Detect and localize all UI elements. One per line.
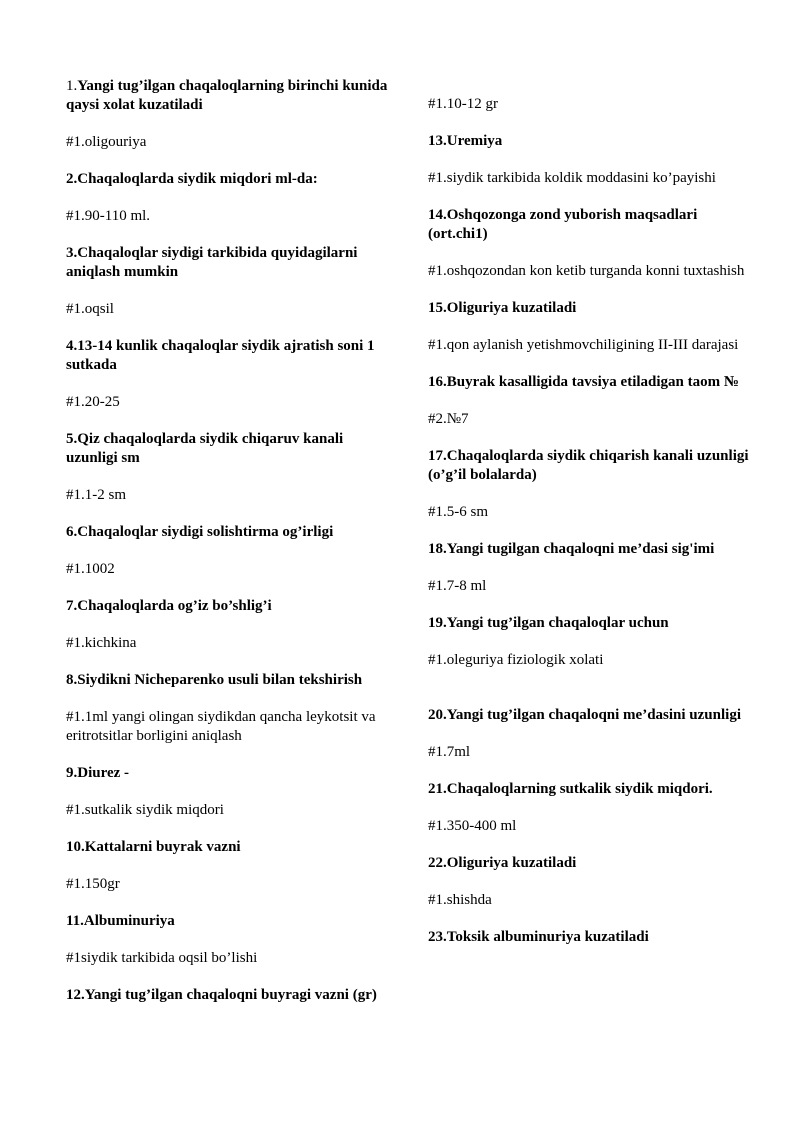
answer-8: #1.1ml yangi olingan siydikdan qancha leykotsit va eritrotsitlar borligini aniqlash bbox=[66, 709, 376, 744]
question-14: 14.Oshqozonga zond yuborish maqsadlari (ort.chi1) bbox=[428, 207, 698, 242]
question-6: 6.Chaqaloqlar siydigi solishtirma og’irligi bbox=[66, 524, 334, 540]
answer-10: #1.150gr bbox=[66, 876, 120, 892]
question-18: 18.Yangi tugilgan chaqaloqni me’dasi sig'imi bbox=[428, 541, 715, 557]
question-4: 4.13-14 kunlik chaqaloqlar siydik ajratish soni 1 sutkada bbox=[66, 338, 375, 373]
question-11: 11.Albuminuriya bbox=[66, 913, 175, 929]
answer-7: #1.kichkina bbox=[66, 635, 137, 651]
answer-19: #1.oleguriya fiziologik xolati bbox=[428, 652, 604, 668]
question-2: 2.Chaqaloqlarda siydik miqdori ml-da: bbox=[66, 171, 318, 187]
answer-11: #1siydik tarkibida oqsil bo’lishi bbox=[66, 950, 258, 966]
question-8: 8.Siydikni Nicheparenko usuli bilan tekshirish bbox=[66, 672, 363, 688]
answer-9: #1.sutkalik siydik miqdori bbox=[66, 802, 224, 818]
answer-18: #1.7-8 ml bbox=[428, 578, 487, 594]
answer-22: #1.shishda bbox=[428, 892, 492, 908]
question-16: 16.Buyrak kasalligida tavsiya etiladigan taom № bbox=[428, 374, 739, 390]
question-12: 12.Yangi tug’ilgan chaqaloqni buyragi vazni (gr) bbox=[66, 987, 377, 1003]
question-13: 13.Uremiya bbox=[428, 133, 503, 149]
question-1 bbox=[66, 77, 396, 115]
answer-20: #1.7ml bbox=[428, 744, 471, 760]
question-22: 22.Oliguriya kuzatiladi bbox=[428, 855, 577, 871]
answer-1: #1.oligouriya bbox=[66, 134, 147, 150]
question-15: 15.Oliguriya kuzatiladi bbox=[428, 300, 577, 316]
answer-14: #1.oshqozondan kon ketib turganda konni tuxtashish bbox=[428, 263, 745, 279]
answer-21: #1.350-400 ml bbox=[428, 818, 517, 834]
question-5: 5.Qiz chaqaloqlarda siydik chiqaruv kanali uzunligi sm bbox=[66, 431, 344, 466]
answer-12: #1.10-12 gr bbox=[428, 96, 498, 112]
question-17: 17.Chaqaloqlarda siydik chiqarish kanali uzunligi (o’g’il bolalarda) bbox=[428, 448, 749, 483]
question-20: 20.Yangi tug’ilgan chaqaloqni me’dasini uzunligi bbox=[428, 707, 741, 723]
question-7: 7.Chaqaloqlarda og’iz bo’shlig’i bbox=[66, 598, 272, 614]
answer-4: #1.20-25 bbox=[66, 394, 120, 410]
answer-15: #1.qon aylanish yetishmovchiligining II-III darajasi bbox=[428, 337, 739, 353]
question-1-number: 1. bbox=[66, 78, 78, 94]
question-1-text: Yangi tug’ilgan chaqaloqlarning birinchi kunida qaysi xolat kuzatiladi bbox=[66, 78, 388, 113]
question-23: 23.Toksik albuminuriya kuzatiladi bbox=[428, 929, 649, 945]
question-3: 3.Chaqaloqlar siydigi tarkibida quyidagilarni aniqlash mumkin bbox=[66, 245, 358, 280]
answer-3: #1.oqsil bbox=[66, 301, 114, 317]
question-21: 21.Chaqaloqlarning sutkalik siydik miqdori. bbox=[428, 781, 713, 797]
answer-2: #1.90-110 ml. bbox=[66, 208, 151, 224]
answer-13: #1.siydik tarkibida koldik moddasini ko’payishi bbox=[428, 170, 716, 186]
right-column bbox=[428, 95, 758, 965]
answer-5: #1.1-2 sm bbox=[66, 487, 126, 503]
answer-17: #1.5-6 sm bbox=[428, 504, 488, 520]
question-9: 9.Diurez - bbox=[66, 765, 130, 781]
left-column bbox=[66, 77, 396, 1023]
answer-16: #2.№7 bbox=[428, 411, 469, 427]
question-19: 19.Yangi tug’ilgan chaqaloqlar uchun bbox=[428, 615, 669, 631]
answer-6: #1.1002 bbox=[66, 561, 115, 577]
question-10: 10.Kattalarni buyrak vazni bbox=[66, 839, 241, 855]
